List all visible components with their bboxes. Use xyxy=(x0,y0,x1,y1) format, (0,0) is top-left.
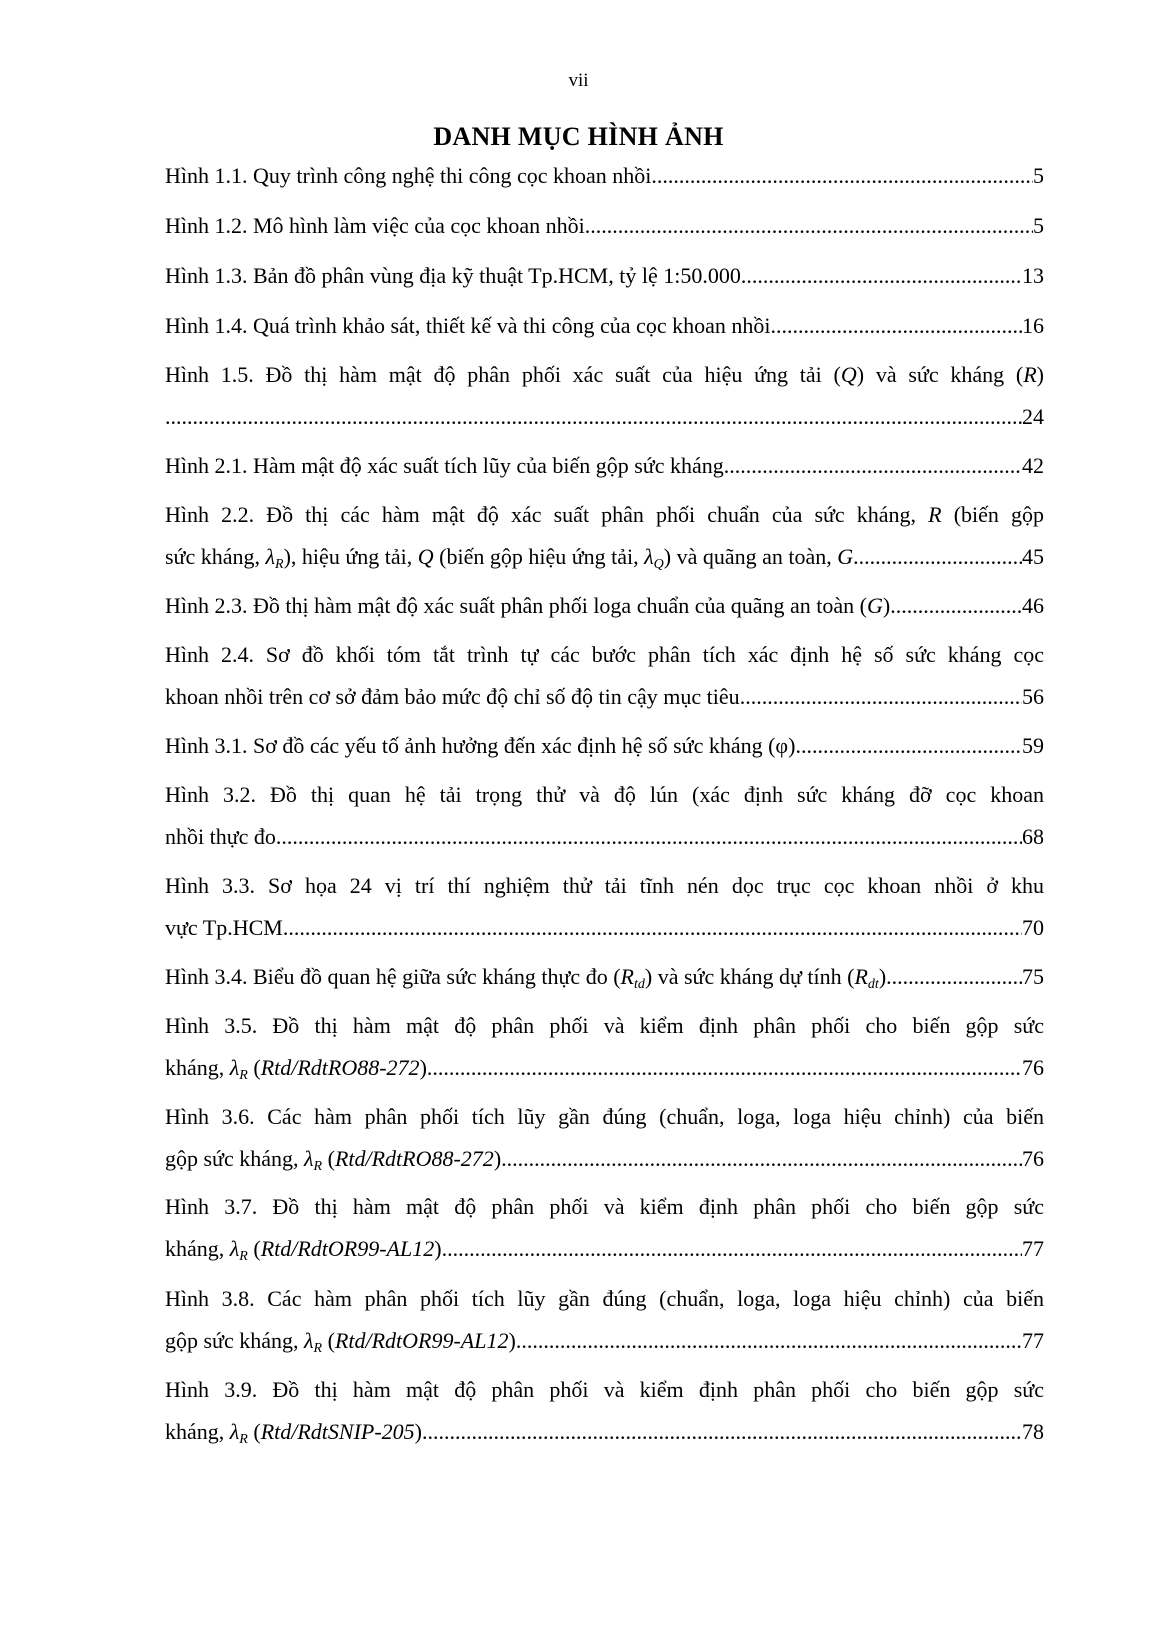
list-item: Hình 1.2. Mô hình làm việc của cọc khoan nhồi ..... 5 xyxy=(165,210,1044,242)
list-item-continuation: kháng, $\lambda_R$ (Rtd/RdtRO88-272) ..... 76 xyxy=(165,1052,1044,1084)
list-item-continuation: gộp sức kháng, $\lambda_R$ (Rtd/RdtOR99-AL12) ..... 77 xyxy=(165,1325,1044,1357)
list-item-continuation: gộp sức kháng, $\lambda_R$ (Rtd/RdtRO88-272) ..... 76 xyxy=(165,1143,1044,1175)
list-item-continuation: vực Tp.HCM ..... 70 xyxy=(165,912,1044,944)
page-number: vii xyxy=(568,70,589,91)
list-item: Hình 1.1. Quy trình công nghệ thi công cọc khoan nhồi ..... 5 xyxy=(165,160,1044,192)
list-item: Hình 1.3. Bản đồ phân vùng địa kỹ thuật Tp.HCM, tỷ lệ 1:50.000 ..... 13 xyxy=(165,260,1044,292)
list-item: Hình 3.7. Đồ thị hàm mật độ phân phối và kiểm định phân phối cho biến gộp sức xyxy=(165,1194,1044,1219)
list-item: Hình 3.9. Đồ thị hàm mật độ phân phối và kiểm định phân phối cho biến gộp sức xyxy=(165,1377,1044,1402)
list-item: Hình 2.3. Đồ thị hàm mật độ xác suất phân phối loga chuẩn của quãng an toàn (G) ..... 46 xyxy=(165,590,1044,622)
list-item-continuation: kháng, $\lambda_R$ (Rtd/RdtSNIP-205) ..... 78 xyxy=(165,1416,1044,1448)
list-item-continuation: sức kháng, $\lambda_R$), hiệu ứng tải, Q (biến gộp hiệu ứng tải, $\lambda_Q$) và quãng an toàn, G ..... 45 xyxy=(165,541,1044,573)
list-item-continuation: ..... 24 xyxy=(165,401,1044,433)
list-item: Hình 2.4. Sơ đồ khối tóm tắt trình tự các bước phân tích xác định hệ số sức kháng cọc xyxy=(165,642,1044,667)
list-item: Hình 2.2. Đồ thị các hàm mật độ xác suất phân phối chuẩn của sức kháng, R (biến gộp xyxy=(165,502,1044,527)
list-item-continuation: khoan nhồi trên cơ sở đảm bảo mức độ chỉ số độ tin cậy mục tiêu ..... 56 xyxy=(165,681,1044,713)
list-item: Hình 3.6. Các hàm phân phối tích lũy gần đúng (chuẩn, loga, loga hiệu chỉnh) của biến xyxy=(165,1104,1044,1129)
list-item: Hình 3.1. Sơ đồ các yếu tố ảnh hưởng đến xác định hệ số sức kháng (φ) ..... 59 xyxy=(165,730,1044,762)
list-item: Hình 3.3. Sơ họa 24 vị trí thí nghiệm thử tải tĩnh nén dọc trục cọc khoan nhồi ở khu xyxy=(165,873,1044,898)
list-item: Hình 1.4. Quá trình khảo sát, thiết kế và thi công của cọc khoan nhồi ..... 16 xyxy=(165,310,1044,342)
list-item: Hình 3.2. Đồ thị quan hệ tải trọng thử và độ lún (xác định sức kháng đỡ cọc khoan xyxy=(165,782,1044,807)
list-item: Hình 1.5. Đồ thị hàm mật độ phân phối xác suất của hiệu ứng tải (Q) và sức kháng (R) xyxy=(165,362,1044,387)
list-item: Hình 3.5. Đồ thị hàm mật độ phân phối và kiểm định phân phối cho biến gộp sức xyxy=(165,1013,1044,1038)
list-item-continuation: nhồi thực đo ..... 68 xyxy=(165,821,1044,853)
list-item-continuation: kháng, $\lambda_R$ (Rtd/RdtOR99-AL12) ..... 77 xyxy=(165,1233,1044,1265)
list-item: Hình 2.1. Hàm mật độ xác suất tích lũy của biến gộp sức kháng. ..... 42 xyxy=(165,450,1044,482)
list-item: Hình 3.4. Biểu đồ quan hệ giữa sức kháng thực đo $(R_{td})$ và sức kháng dự tính $(R_{dt})$ ..... 75 xyxy=(165,961,1044,993)
list-item: Hình 3.8. Các hàm phân phối tích lũy gần đúng (chuẩn, loga, loga hiệu chỉnh) của biến xyxy=(165,1286,1044,1311)
page-title: DANH MỤC HÌNH ẢNH xyxy=(433,122,724,151)
